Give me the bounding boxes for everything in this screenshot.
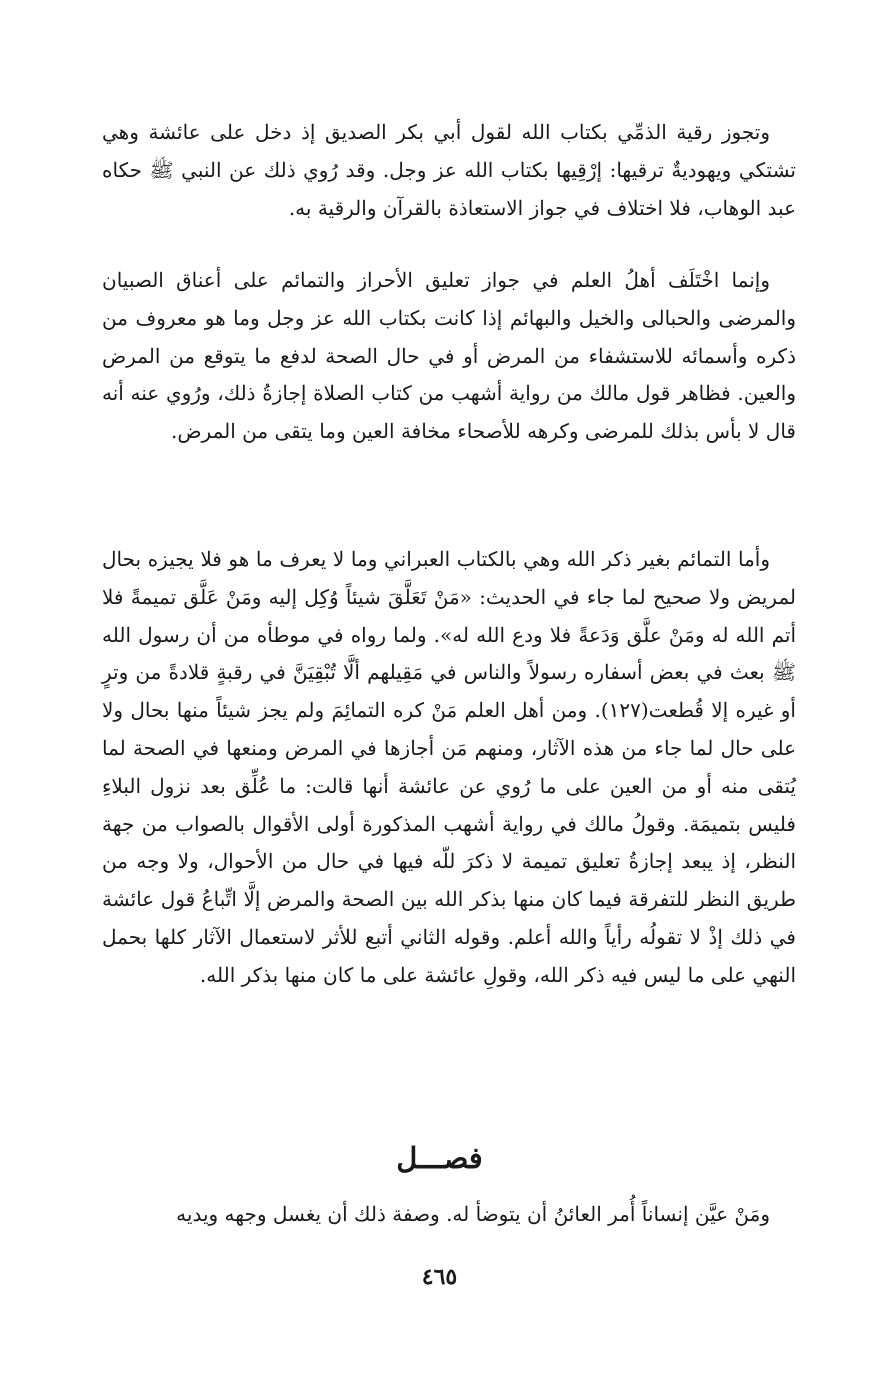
- paragraph-evil-eye-ablution: ومَنْ عيَّن إنساناً أُمر العائنُ أن يتوضأ له. وصفة ذلك أن يغسل وجهه ويديه: [176, 1202, 770, 1226]
- page-number: ٤٦٥: [421, 1264, 458, 1290]
- paragraph-permissibility-of-ruqya: وتجوز رقية الذمِّي بكتاب الله لقول أبي بكر الصديق إذ دخل على عائشة وهي تشتكي ويهوديةٌ ترقيها: إرْقِيها بكتاب الله عز وجل. وقد رُوي ذلك عن النبي ﷺ حكاه عبد الوهاب، فلا اختلاف في جواز الاستعاذة بالقرآن والرقية به.: [102, 120, 796, 220]
- section-heading: فصـــل: [396, 1141, 483, 1175]
- paragraph-amulets-without-dhikr: وأما التمائم بغير ذكر الله وهي بالكتاب العبراني وما لا يعرف ما هو فلا يجيزه بحال لمريض ولا صحيح لما جاء في الحديث: «مَنْ تَعَلَّقَ شيئاً وُكِل إليه ومَنْ عَلَّق تميمةً فلا أتم الله له ومَنْ علَّق وَدَعةً فلا ودع الله له». ولما رواه في موطأه من أن رسول الله ﷺ بعث في بعض أسفاره رسولاً والناس في مَقِيلهم ألَّا تُبْقِيَنَّ في رقبةٍ قلادةً من وترٍ أو غيره إلا قُطعت(١٢٧). ومن أهل العلم مَنْ كره التمائِمَ ولم يجز شيئاً منها بحال ولا على حال لما جاء من هذه الآثار، ومنهم مَن أجازها في المرض ومنعها في الصحة لما يُتقى منه أو من العين على ما رُوي عن عائشة أنها قالت: ما عُلِّق بعد نزول البلاءِ فليس بتميمَة. وقولُ مالك في رواية أشهب المذكورة أولى الأقوال بالصواب من جهة النظر، إذ يبعد إجازةُ تعليق تميمة لا ذكرَ للّه فيها في حال من الأحوال، ولا وجه من طريق النظر للتفرقة فيما كان منها بذكر الله بين الصحة والمرض إلَّا اتِّباعُ قول عائشة في ذلك إذْ لا تقولُه رأياً والله أعلم. وقوله الثاني أتبع للأثر لاستعمال الآثار كلها بحمل النهي على ما ليس فيه ذكر الله، وقولِ عائشة على ما كان منها بذكر الله.: [102, 547, 796, 987]
- paragraph-amulets-disagreement: وإنما اخْتَلَف أهلُ العلم في جواز تعليق الأحراز والتمائم على أعناق الصبيان والمرضى والحبالى والخيل والبهائم إذا كانت بكتاب الله عز وجل وما هو معروف من ذكره وأسمائه للاستشفاء من المرض أو في حال الصحة لدفع ما يتوقع من المرض والعين. فظاهر قول مالك من رواية أشهب من كتاب الصلاة إجازةُ ذلك، ورُوي عنه أنه قال لا بأس بذلك للمرضى وكرهه للأصحاء مخافة العين وما يتقى من المرض.: [102, 268, 796, 444]
